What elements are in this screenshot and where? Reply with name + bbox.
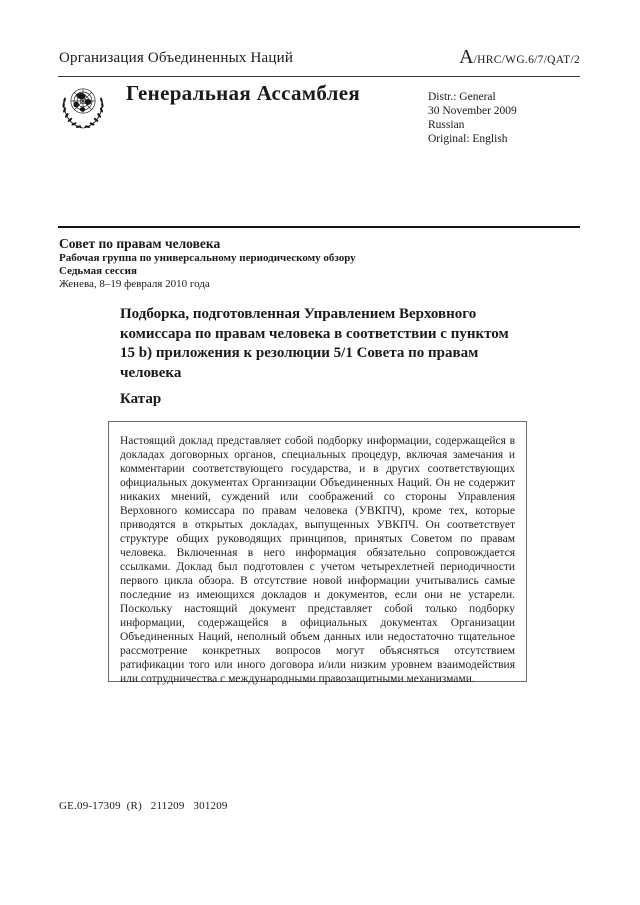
- document-symbol: [459, 46, 580, 69]
- document-title: Подборка, подготовленная Управлением Верховного комиссара по правам человека в соответствии с пунктом 15 b) приложения к резолюции 5/1 Совета по правам человека: [120, 306, 509, 381]
- organization-name: Организация Объединенных Наций: [59, 50, 294, 66]
- header-divider-line: [58, 76, 580, 77]
- original-language-line: Original: English: [428, 133, 508, 145]
- document-symbol-letter: A: [459, 46, 474, 68]
- section-divider-line: [58, 226, 580, 228]
- summary-box: [108, 421, 527, 685]
- language-line: Russian: [428, 119, 465, 131]
- un-emblem-icon: [56, 79, 110, 132]
- country-name: Катар: [120, 391, 162, 407]
- footer-reference: GE.09-17309 (R) 211209 301209: [59, 800, 228, 812]
- session-block: [59, 235, 356, 291]
- summary-text: Настоящий доклад представляет собой подборку информации, содержащейся в докладах договорных органов, специальных процедур, включая замечания и комментарии соответствующего государства, и в других соответствующих официальных документах Организации Объединенных Наций. Он не содержит никаких мнений, суждений или соображений со стороны Управления Верховного комиссара по правам человека (УВКПЧ), кроме тех, которые приводятся в открытых докладах, выпущенных УВКПЧ. Он соответствует структуре общих руководящих принципов, принятых Советом по правам человека. Включенная в него информация обязательно сопровождается ссылками. Доклад был подготовлен с учетом четырехлетней периодичности первого цикла обзора. В отсутствие новой информации учитывались самые последние из имеющихся докладов и документов, если они не устарели. Поскольку настоящий документ представляет собой только подборку информации, содержащейся в официальных документах Организации Объединенных Наций, неполный объем данных или недостаточно тщательное рассмотрение конкретных вопросов могут объясняться отсутствием ратификации того или иного договора и/или низким уровнем взаимодействия или сотрудничества с международными правозащитными механизмами.: [120, 435, 515, 685]
- council-name: Совет по правам человека: [59, 236, 221, 251]
- session-venue-dates: Женева, 8–19 февраля 2010 года: [59, 278, 210, 290]
- date-line: 30 November 2009: [428, 105, 517, 117]
- distr-line: Distr.: General: [428, 91, 496, 103]
- assembly-title: Генеральная Ассамблея: [126, 81, 361, 105]
- session-number: Седьмая сессия: [59, 265, 137, 277]
- working-group-name: Рабочая группа по универсальному периодическому обзору: [59, 252, 356, 264]
- distribution-block: [428, 90, 517, 146]
- document-symbol-rest: /HRC/WG.6/7/QAT/2: [473, 54, 580, 66]
